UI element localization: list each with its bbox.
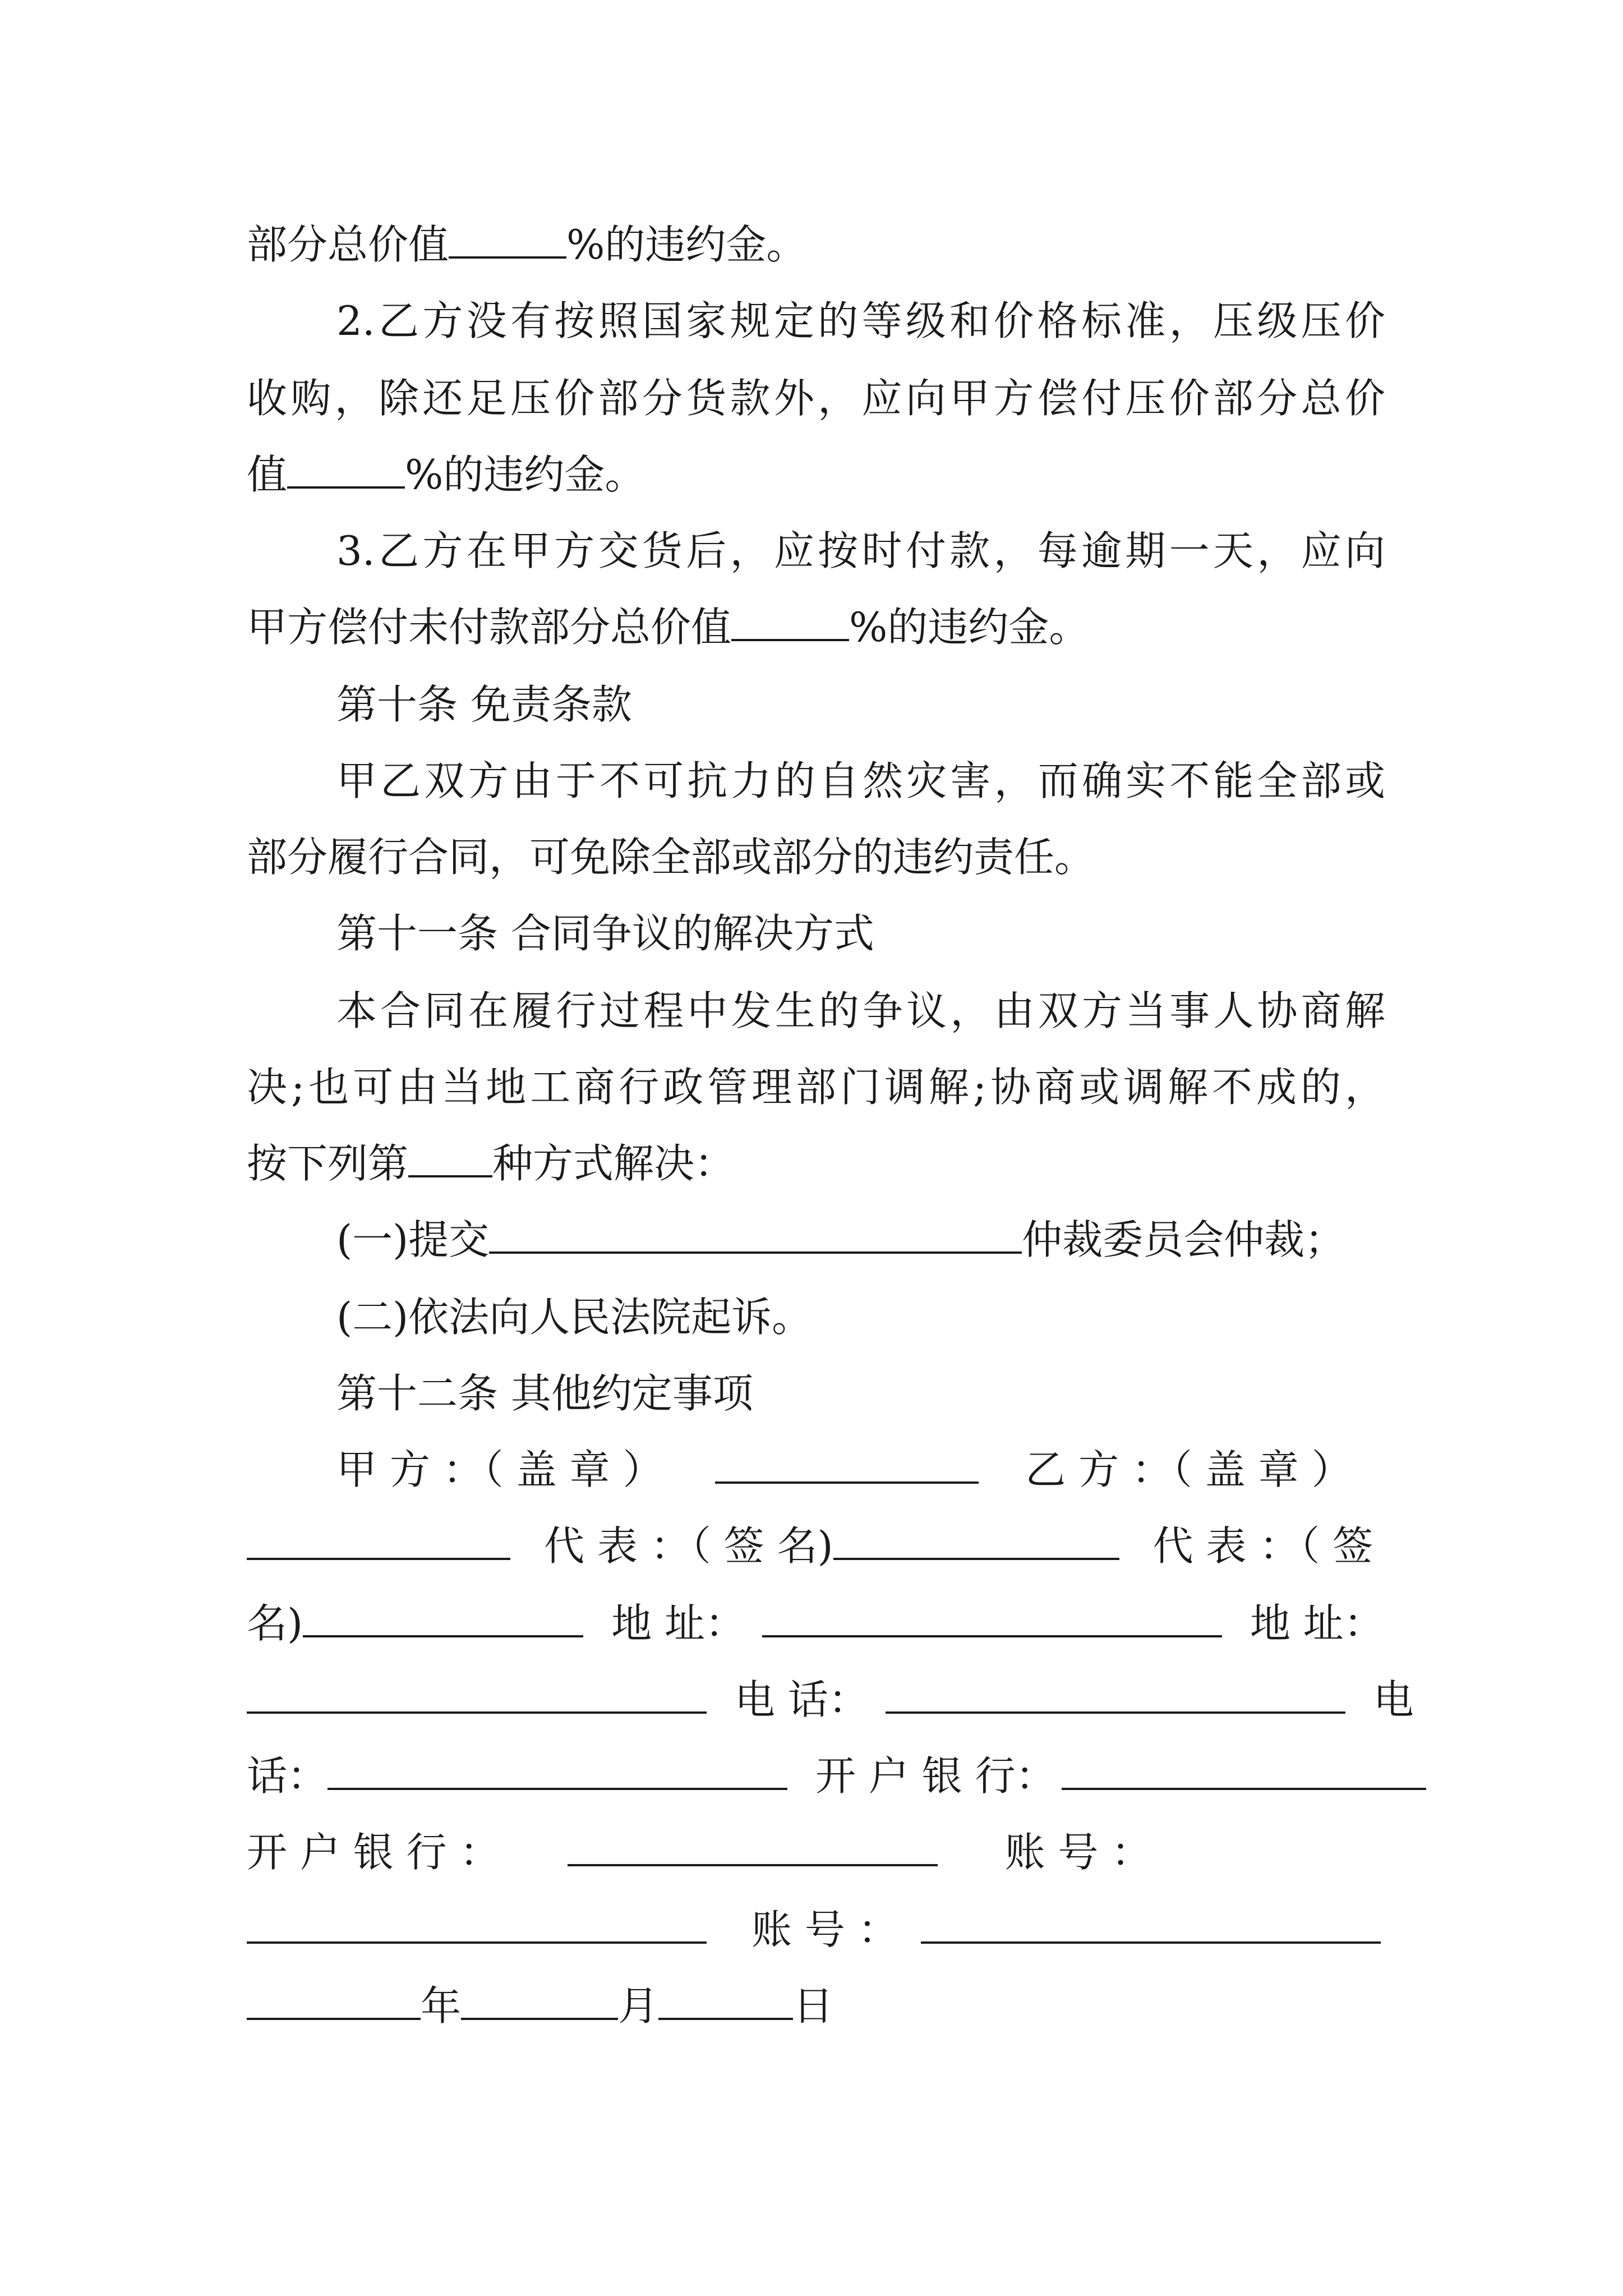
party-a-account-blank[interactable] — [247, 1907, 707, 1944]
fill-in-blank[interactable] — [287, 452, 405, 489]
party-a-seal-blank[interactable] — [715, 1447, 979, 1484]
party-a-bank-blank[interactable] — [1062, 1753, 1426, 1790]
line-text: 种方式解决： — [492, 1140, 735, 1187]
line-text: 代 表 ：（ 签 名) — [544, 1522, 833, 1570]
line-text: 第十二条 其他约定事项 — [336, 1370, 753, 1417]
line-text: %的违约金。 — [405, 451, 645, 498]
line-text: 甲乙双方由于不可抗力的自然灾害，而确实不能全部或 — [336, 757, 1385, 804]
line-text: 开 户 银 行： — [815, 1752, 1056, 1800]
line-text: 地 址： — [1249, 1600, 1384, 1647]
line-text: %的违约金。 — [566, 221, 807, 268]
line-text: 部分履行合同，可免除全部或部分的违约责任。 — [247, 834, 1095, 881]
party-b-phone-blank[interactable] — [328, 1753, 787, 1790]
section-heading — [336, 1360, 1385, 1427]
signature-line — [247, 1819, 1385, 1886]
fill-in-blank[interactable] — [408, 1140, 492, 1177]
line-text: 部分总价值 — [247, 221, 449, 268]
signature-line — [247, 1512, 1385, 1580]
line-text: 甲 方 ：（ 盖 章 ） — [336, 1446, 663, 1493]
text-line — [336, 287, 1385, 355]
date-line — [247, 1972, 1385, 2040]
day-label: 日 — [793, 1982, 834, 2030]
fill-in-blank[interactable] — [731, 604, 849, 641]
line-text: 账 号 ： — [751, 1906, 898, 1953]
section-heading — [336, 900, 1385, 967]
party-b-seal-blank[interactable] — [247, 1523, 510, 1560]
text-line — [336, 1283, 1385, 1351]
year-label: 年 — [421, 1982, 462, 2030]
text-line — [247, 441, 1385, 508]
month-label: 月 — [618, 1982, 659, 2030]
line-text: 话： — [247, 1752, 328, 1800]
party-b-account-blank[interactable] — [921, 1907, 1381, 1944]
section-heading — [336, 671, 1385, 738]
text-line — [247, 593, 1385, 661]
line-text: 地 址： — [611, 1600, 745, 1647]
arbitration-commission-blank[interactable] — [489, 1217, 1022, 1254]
line-text: 2.乙方没有按照国家规定的等级和价格标准，压级压价 — [336, 297, 1385, 344]
line-text: 电 话： — [735, 1676, 869, 1723]
text-line — [247, 1130, 1385, 1197]
text-line — [336, 1206, 1385, 1273]
text-line — [336, 977, 1385, 1045]
line-text: 名) — [247, 1600, 303, 1647]
text-line — [336, 517, 1385, 585]
line-text: 甲方偿付未付款部分总价值 — [247, 604, 732, 651]
line-text: 代 表 ：（ 签 — [1152, 1522, 1373, 1570]
line-text: %的违约金。 — [849, 604, 1090, 651]
text-line — [247, 211, 1385, 278]
text-line — [247, 1053, 1385, 1121]
signature-line — [336, 1436, 1385, 1503]
party-b-bank-blank[interactable] — [568, 1829, 938, 1866]
line-text: 按下列第 — [247, 1140, 409, 1187]
signature-line — [247, 1742, 1385, 1810]
line-text: 开 户 银 行 ： — [247, 1829, 500, 1876]
line-text: 仲裁委员会仲裁； — [1022, 1216, 1345, 1263]
line-text: 乙 方 ：（ 盖 章 ） — [1025, 1446, 1352, 1493]
line-text: 第十一条 合同争议的解决方式 — [336, 910, 874, 957]
signature-line — [247, 1590, 1385, 1657]
signature-line — [247, 1666, 1414, 1733]
party-b-representative-blank[interactable] — [303, 1600, 583, 1637]
month-blank[interactable] — [461, 1983, 618, 2020]
text-line — [336, 747, 1385, 815]
line-text: 第十条 免责条款 — [336, 681, 632, 728]
line-text: 账 号 ： — [1004, 1829, 1152, 1876]
party-a-address-blank[interactable] — [762, 1600, 1222, 1637]
day-blank[interactable] — [658, 1983, 793, 2020]
text-line — [247, 823, 1385, 891]
party-a-representative-blank[interactable] — [833, 1523, 1119, 1560]
line-text: 本合同在履行过程中发生的争议，由双方当事人协商解 — [336, 987, 1385, 1034]
line-text: 值 — [247, 451, 288, 498]
line-text: 电 — [1373, 1676, 1414, 1723]
year-blank[interactable] — [247, 1983, 421, 2020]
fill-in-blank[interactable] — [449, 222, 566, 259]
line-text: (二)依法向人民法院起诉。 — [336, 1294, 813, 1341]
line-text: (一)提交 — [336, 1216, 490, 1263]
text-line — [247, 365, 1385, 432]
line-text: 决;也可由当地工商行政管理部门调解;协商或调解不成的， — [247, 1064, 1385, 1111]
line-text: 收购，除还足压价部分货款外，应向甲方偿付压价部分总价 — [247, 375, 1385, 422]
signature-line — [247, 1896, 1385, 1963]
party-b-address-blank[interactable] — [247, 1677, 707, 1714]
party-a-phone-blank[interactable] — [886, 1677, 1345, 1714]
line-text: 3.乙方在甲方交货后，应按时付款，每逾期一天，应向 — [336, 527, 1385, 574]
